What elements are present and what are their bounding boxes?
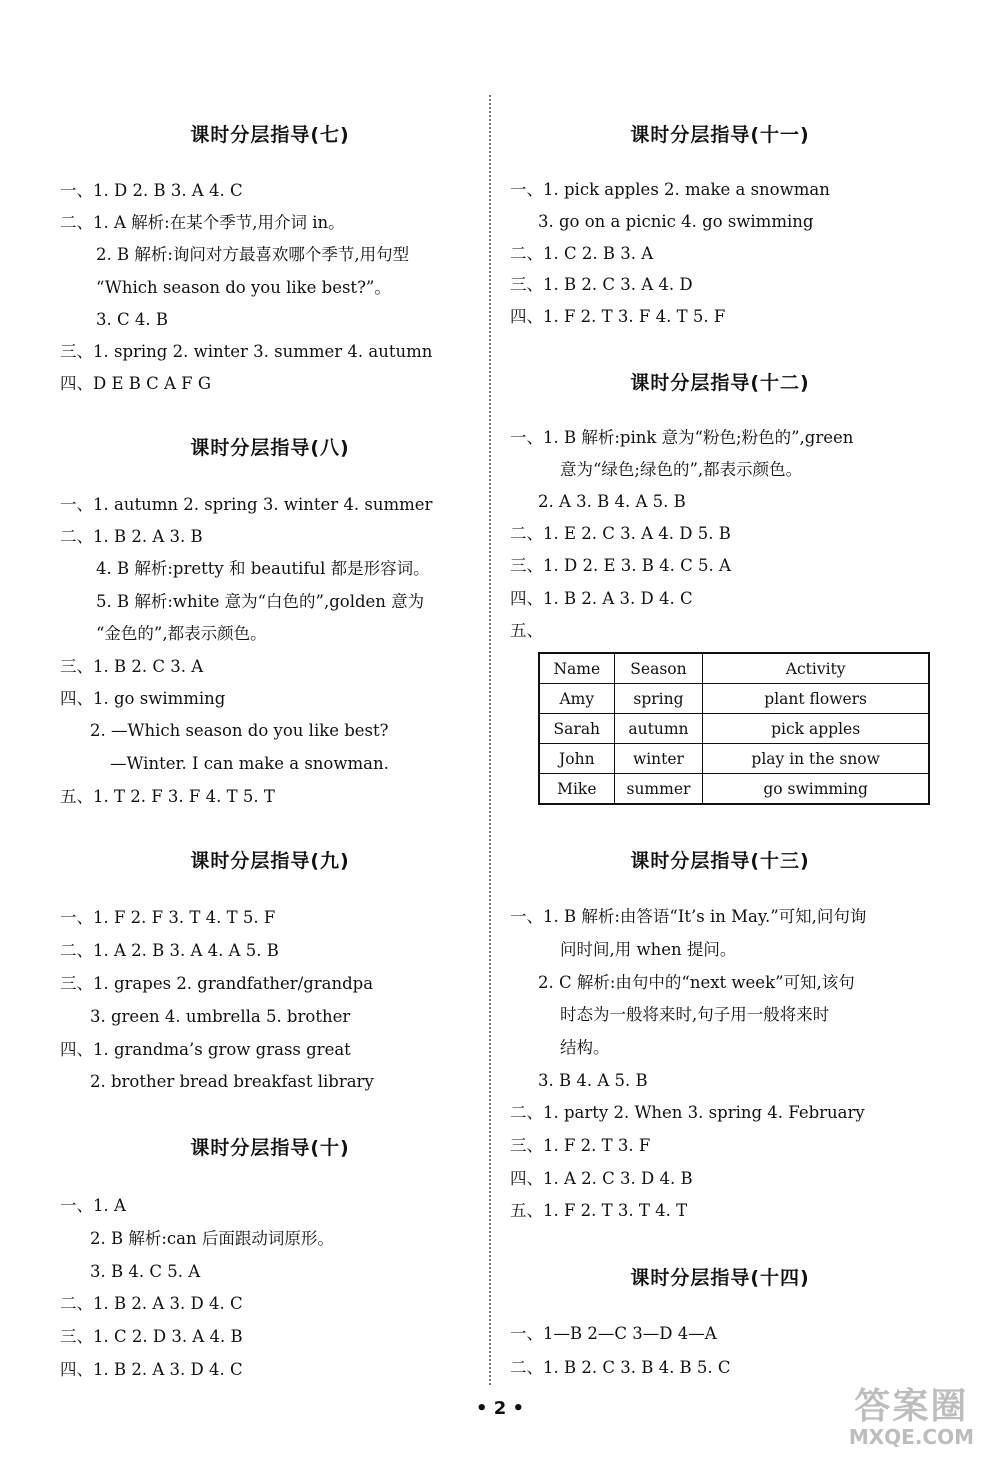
answer-line: 四、1. B 2. A 3. D 4. C (510, 589, 693, 608)
answer-line: 四、D E B C A F G (60, 374, 212, 393)
answer-line: “金色的”,都表示颜色。 (96, 624, 267, 643)
answer-line: 意为“绿色;绿色的”,都表示颜色。 (560, 460, 803, 479)
table-cell: winter (614, 744, 703, 774)
table-cell: Sarah (539, 714, 614, 744)
watermark-text: 答案圈 (854, 1386, 969, 1427)
answer-line: 三、1. spring 2. winter 3. summer 4. autumn (60, 342, 433, 361)
answer-line: 一、1. pick apples 2. make a snowman (510, 180, 830, 199)
answer-line: 一、1. B 解析:由答语“It’s in May.”可知,问句询 (510, 907, 867, 926)
answer-line: 四、1. go swimming (60, 689, 226, 708)
table-cell: Amy (539, 684, 614, 714)
answer-line: 四、1. F 2. T 3. F 4. T 5. F (510, 307, 726, 326)
season-activity-table (538, 652, 930, 805)
answer-line: 2. B 解析:can 后面跟动词原形。 (90, 1229, 334, 1248)
answer-line: 结构。 (560, 1038, 610, 1057)
table-cell: spring (614, 684, 703, 714)
watermark-logo (849, 1378, 974, 1449)
answer-line: 三、1. F 2. T 3. F (510, 1136, 651, 1155)
answer-line: 3. B 4. C 5. A (90, 1262, 201, 1281)
answer-line: 四、1. A 2. C 3. D 4. B (510, 1169, 693, 1188)
section-title: 课时分层指导(十四) (630, 1267, 810, 1289)
section-title: 课时分层指导(十二) (630, 372, 810, 394)
answer-line: 二、1. C 2. B 3. A (510, 244, 654, 263)
table-cell: John (539, 744, 614, 774)
answer-line: 五、1. T 2. F 3. F 4. T 5. T (60, 787, 275, 806)
answer-line: 3. go on a picnic 4. go swimming (538, 212, 814, 231)
answer-line: 三、1. B 2. C 3. A 4. D (510, 275, 693, 294)
answer-line: 二、1. E 2. C 3. A 4. D 5. B (510, 524, 731, 543)
answer-line: 一、1. A (60, 1196, 126, 1215)
answer-line: 一、1. D 2. B 3. A 4. C (60, 181, 243, 200)
answer-line: 4. B 解析:pretty 和 beautiful 都是形容词。 (96, 559, 430, 578)
answer-line: 三、1. D 2. E 3. B 4. C 5. A (510, 556, 731, 575)
table-row (539, 744, 929, 774)
answer-line: 2. brother bread breakfast library (90, 1072, 374, 1091)
answer-line: 五、 (510, 621, 543, 640)
column-divider (489, 95, 491, 1385)
answer-line: 三、1. C 2. D 3. A 4. B (60, 1327, 243, 1346)
table-header: Season (614, 653, 703, 684)
page-number: • 2 • (475, 1398, 525, 1419)
section-title: 课时分层指导(十三) (630, 850, 810, 872)
table-cell: autumn (614, 714, 703, 744)
table-cell: plant flowers (703, 684, 929, 714)
answer-line: 二、1. B 2. C 3. B 4. B 5. C (510, 1358, 731, 1377)
answer-line: 二、1. A 2. B 3. A 4. A 5. B (60, 941, 279, 960)
answer-line: 2. B 解析:询问对方最喜欢哪个季节,用句型 (96, 245, 410, 264)
answer-line: 一、1. autumn 2. spring 3. winter 4. summer (60, 495, 433, 514)
answer-line: 2. —Which season do you like best? (90, 721, 389, 740)
table-row (539, 774, 929, 805)
answer-line: —Winter. I can make a snowman. (110, 754, 389, 773)
section-title: 课时分层指导(九) (190, 850, 350, 872)
answer-line: “Which season do you like best?”。 (96, 278, 391, 297)
answer-line: 5. B 解析:white 意为“白色的”,golden 意为 (96, 592, 425, 611)
table-cell: Mike (539, 774, 614, 805)
answer-line: 一、1. B 解析:pink 意为“粉色;粉色的”,green (510, 428, 854, 447)
answer-line: 3. B 4. A 5. B (538, 1071, 648, 1090)
answer-line: 二、1. A 解析:在某个季节,用介词 in。 (60, 213, 345, 232)
answer-line: 2. A 3. B 4. A 5. B (538, 492, 686, 511)
answer-line: 3. C 4. B (96, 310, 168, 329)
table-header-row (539, 653, 929, 684)
answer-line: 时态为一般将来时,句子用一般将来时 (560, 1005, 830, 1024)
answer-line: 一、1—B 2—C 3—D 4—A (510, 1324, 717, 1343)
table-cell: summer (614, 774, 703, 805)
answer-line: 四、1. grandma’s grow grass great (60, 1040, 351, 1059)
section-title: 课时分层指导(七) (190, 124, 350, 146)
table-row (539, 714, 929, 744)
answer-line: 二、1. B 2. A 3. B (60, 527, 203, 546)
section-title: 课时分层指导(十一) (630, 124, 810, 146)
table-header: Activity (703, 653, 929, 684)
answer-line: 三、1. B 2. C 3. A (60, 657, 204, 676)
answer-line: 问时间,用 when 提问。 (560, 940, 737, 959)
answer-line: 二、1. party 2. When 3. spring 4. February (510, 1103, 865, 1122)
table-row (539, 684, 929, 714)
answer-line: 一、1. F 2. F 3. T 4. T 5. F (60, 908, 276, 927)
watermark-url: MXQE.COM (848, 1425, 974, 1449)
table-cell: pick apples (703, 714, 929, 744)
table-header: Name (539, 653, 614, 684)
section-title: 课时分层指导(八) (190, 437, 350, 459)
answer-line: 四、1. B 2. A 3. D 4. C (60, 1360, 243, 1379)
table-cell: go swimming (703, 774, 929, 805)
answer-line: 2. C 解析:由句中的“next week”可知,该句 (538, 973, 855, 992)
answer-line: 三、1. grapes 2. grandfather/grandpa (60, 974, 374, 993)
answer-line: 二、1. B 2. A 3. D 4. C (60, 1294, 243, 1313)
answer-line: 3. green 4. umbrella 5. brother (90, 1007, 351, 1026)
section-title: 课时分层指导(十) (190, 1137, 350, 1159)
answer-line: 五、1. F 2. T 3. T 4. T (510, 1201, 688, 1220)
table-cell: play in the snow (703, 744, 929, 774)
